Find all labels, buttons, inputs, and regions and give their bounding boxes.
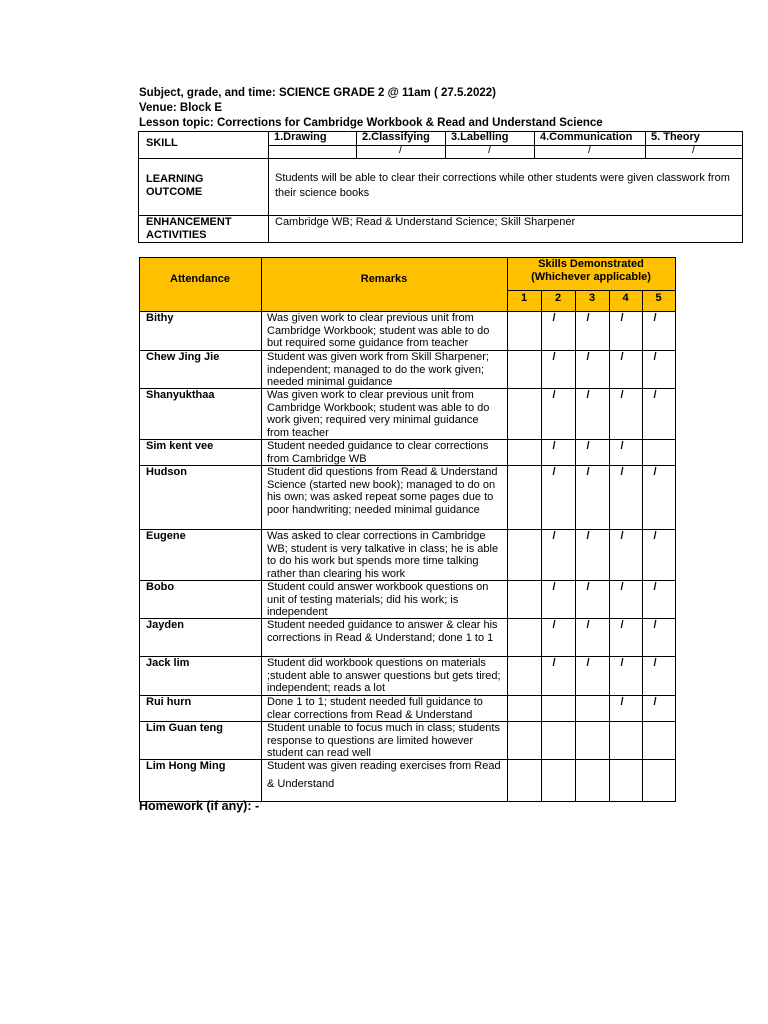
lesson-info-table bbox=[138, 131, 743, 243]
subject-line: Subject, grade, and time: SCIENCE GRADE 2 @ 11am ( 27.5.2022) bbox=[139, 87, 496, 99]
learning-outcome-label: LEARNING OUTCOME bbox=[146, 173, 204, 198]
skill-mark-3: / bbox=[487, 144, 492, 156]
attendee-name: Lim Guan teng bbox=[146, 722, 223, 734]
skill-mark: / bbox=[586, 581, 590, 593]
attendee-name: Chew Jing Jie bbox=[146, 351, 220, 363]
attendee-name: Rui hurn bbox=[146, 696, 192, 708]
lesson-topic-line: Lesson topic: Corrections for Cambridge Workbook & Read and Understand Science bbox=[139, 117, 603, 129]
skill-mark: / bbox=[653, 657, 657, 669]
skill-number-3: 3 bbox=[588, 292, 596, 304]
col-skills-header: Skills Demonstrated (Whichever applicable) bbox=[531, 258, 651, 283]
skill-mark: / bbox=[620, 530, 624, 542]
attendee-remark: Student unable to focus much in class; students response to questions are limited however student can read well bbox=[267, 722, 500, 759]
attendee-remark: Done 1 to 1; student needed full guidance to clear corrections from Read & Understand bbox=[267, 696, 483, 721]
skill-mark: / bbox=[586, 389, 590, 401]
skill-mark: / bbox=[552, 312, 556, 324]
skill-mark: / bbox=[552, 657, 556, 669]
attendee-remark: Student did questions from Read & Understand Science (started new book); managed to do on his own; was asked repeat some pages due to poor handwriting; needed minimal guidance bbox=[267, 466, 498, 516]
skill-mark: / bbox=[620, 351, 624, 363]
attendee-name: Bobo bbox=[146, 581, 175, 593]
skill-mark: / bbox=[586, 619, 590, 631]
skill-mark: / bbox=[586, 657, 590, 669]
skill-mark: / bbox=[620, 581, 624, 593]
skill-number-5: 5 bbox=[655, 292, 662, 304]
skill-mark: / bbox=[620, 619, 624, 631]
skill-mark: / bbox=[586, 440, 590, 452]
attendee-remark: Was asked to clear corrections in Cambridge WB; student is very talkative in class; he is able to do his work but spends more time talking rather than clearing his work bbox=[267, 530, 499, 580]
attendance-table bbox=[139, 257, 675, 802]
skill-mark: / bbox=[620, 696, 624, 708]
skill-mark: / bbox=[620, 657, 624, 669]
skill-number-4: 4 bbox=[622, 292, 629, 304]
skill-mark: / bbox=[586, 466, 590, 478]
enhancement-text: Cambridge WB; Read & Understand Science; Skill Sharpener bbox=[275, 216, 576, 228]
skill-mark: / bbox=[586, 351, 590, 363]
attendee-name: Jack lim bbox=[146, 657, 190, 669]
skill-mark: / bbox=[552, 581, 556, 593]
skill-mark: / bbox=[653, 696, 657, 708]
skill-mark: / bbox=[653, 530, 657, 542]
attendee-name: Sim kent vee bbox=[146, 440, 214, 452]
skill-theory: 5. Theory bbox=[651, 131, 700, 143]
skill-mark: / bbox=[552, 440, 556, 452]
skill-mark: / bbox=[653, 351, 657, 363]
col-remarks-header: Remarks bbox=[360, 273, 408, 285]
skill-mark: / bbox=[552, 466, 556, 478]
skill-mark: / bbox=[586, 312, 590, 324]
attendee-remark: Student needed guidance to answer & clear his corrections in Read & Understand; done 1 to 1 bbox=[267, 619, 498, 644]
skill-mark: / bbox=[620, 440, 624, 452]
skill-mark: / bbox=[620, 389, 624, 401]
attendee-name: Jayden bbox=[146, 619, 184, 631]
attendee-name: Hudson bbox=[146, 466, 187, 478]
learning-outcome-text: Students will be able to clear their corrections while other students were given classwork from their science books bbox=[275, 172, 730, 199]
skill-mark: / bbox=[620, 466, 624, 478]
attendee-remark: Student was given reading exercises from Read & Understand bbox=[267, 760, 501, 790]
skill-communication: 4.Communication bbox=[540, 131, 633, 143]
skill-label: SKILL bbox=[146, 137, 178, 149]
skill-number-1: 1 bbox=[520, 292, 528, 304]
attendee-remark: Was given work to clear previous unit from Cambridge Workbook; student was able to do work given; required very minimal guidance from teacher bbox=[267, 389, 490, 439]
skill-mark: / bbox=[552, 351, 556, 363]
attendee-name: Lim Hong Ming bbox=[146, 760, 226, 772]
venue-line: Venue: Block E bbox=[139, 102, 223, 114]
attendee-name: Eugene bbox=[146, 530, 186, 542]
skill-classifying: 2.Classifying bbox=[362, 131, 430, 143]
skill-mark: / bbox=[653, 389, 657, 401]
attendee-name: Bithy bbox=[146, 312, 174, 324]
skill-number-2: 2 bbox=[554, 292, 562, 304]
skill-mark-2: / bbox=[398, 144, 403, 156]
attendee-name: Shanyukthaa bbox=[146, 389, 215, 401]
skill-mark: / bbox=[653, 312, 657, 324]
skill-mark-4: / bbox=[587, 144, 592, 156]
skill-mark: / bbox=[620, 312, 624, 324]
attendee-remark: Student did workbook questions on materials ;student able to answer questions but gets tired; independent; reads a lot bbox=[267, 657, 501, 694]
col-attendance-header: Attendance bbox=[170, 273, 230, 285]
skill-mark: / bbox=[552, 389, 556, 401]
skill-mark: / bbox=[552, 530, 556, 542]
skill-labelling: 3.Labelling bbox=[451, 131, 509, 143]
skill-mark: / bbox=[586, 530, 590, 542]
skill-drawing: 1.Drawing bbox=[274, 131, 327, 143]
attendee-remark: Student was given work from Skill Sharpener; independent; managed to do the work given; needed minimal guidance bbox=[267, 351, 489, 388]
skill-mark-5: / bbox=[691, 144, 696, 156]
skill-mark: / bbox=[653, 581, 657, 593]
attendee-remark: Was given work to clear previous unit from Cambridge Workbook; student was able to do but required some guidance from teacher bbox=[267, 312, 490, 349]
homework-line: Homework (if any): - bbox=[139, 799, 260, 813]
skill-mark: / bbox=[552, 619, 556, 631]
skill-mark: / bbox=[653, 466, 657, 478]
enhancement-label: ENHANCEMENT ACTIVITIES bbox=[146, 216, 232, 241]
skill-mark: / bbox=[653, 619, 657, 631]
attendee-remark: Student needed guidance to clear corrections from Cambridge WB bbox=[267, 440, 489, 465]
attendee-remark: Student could answer workbook questions on unit of testing materials; did his work; is independent bbox=[267, 581, 489, 618]
